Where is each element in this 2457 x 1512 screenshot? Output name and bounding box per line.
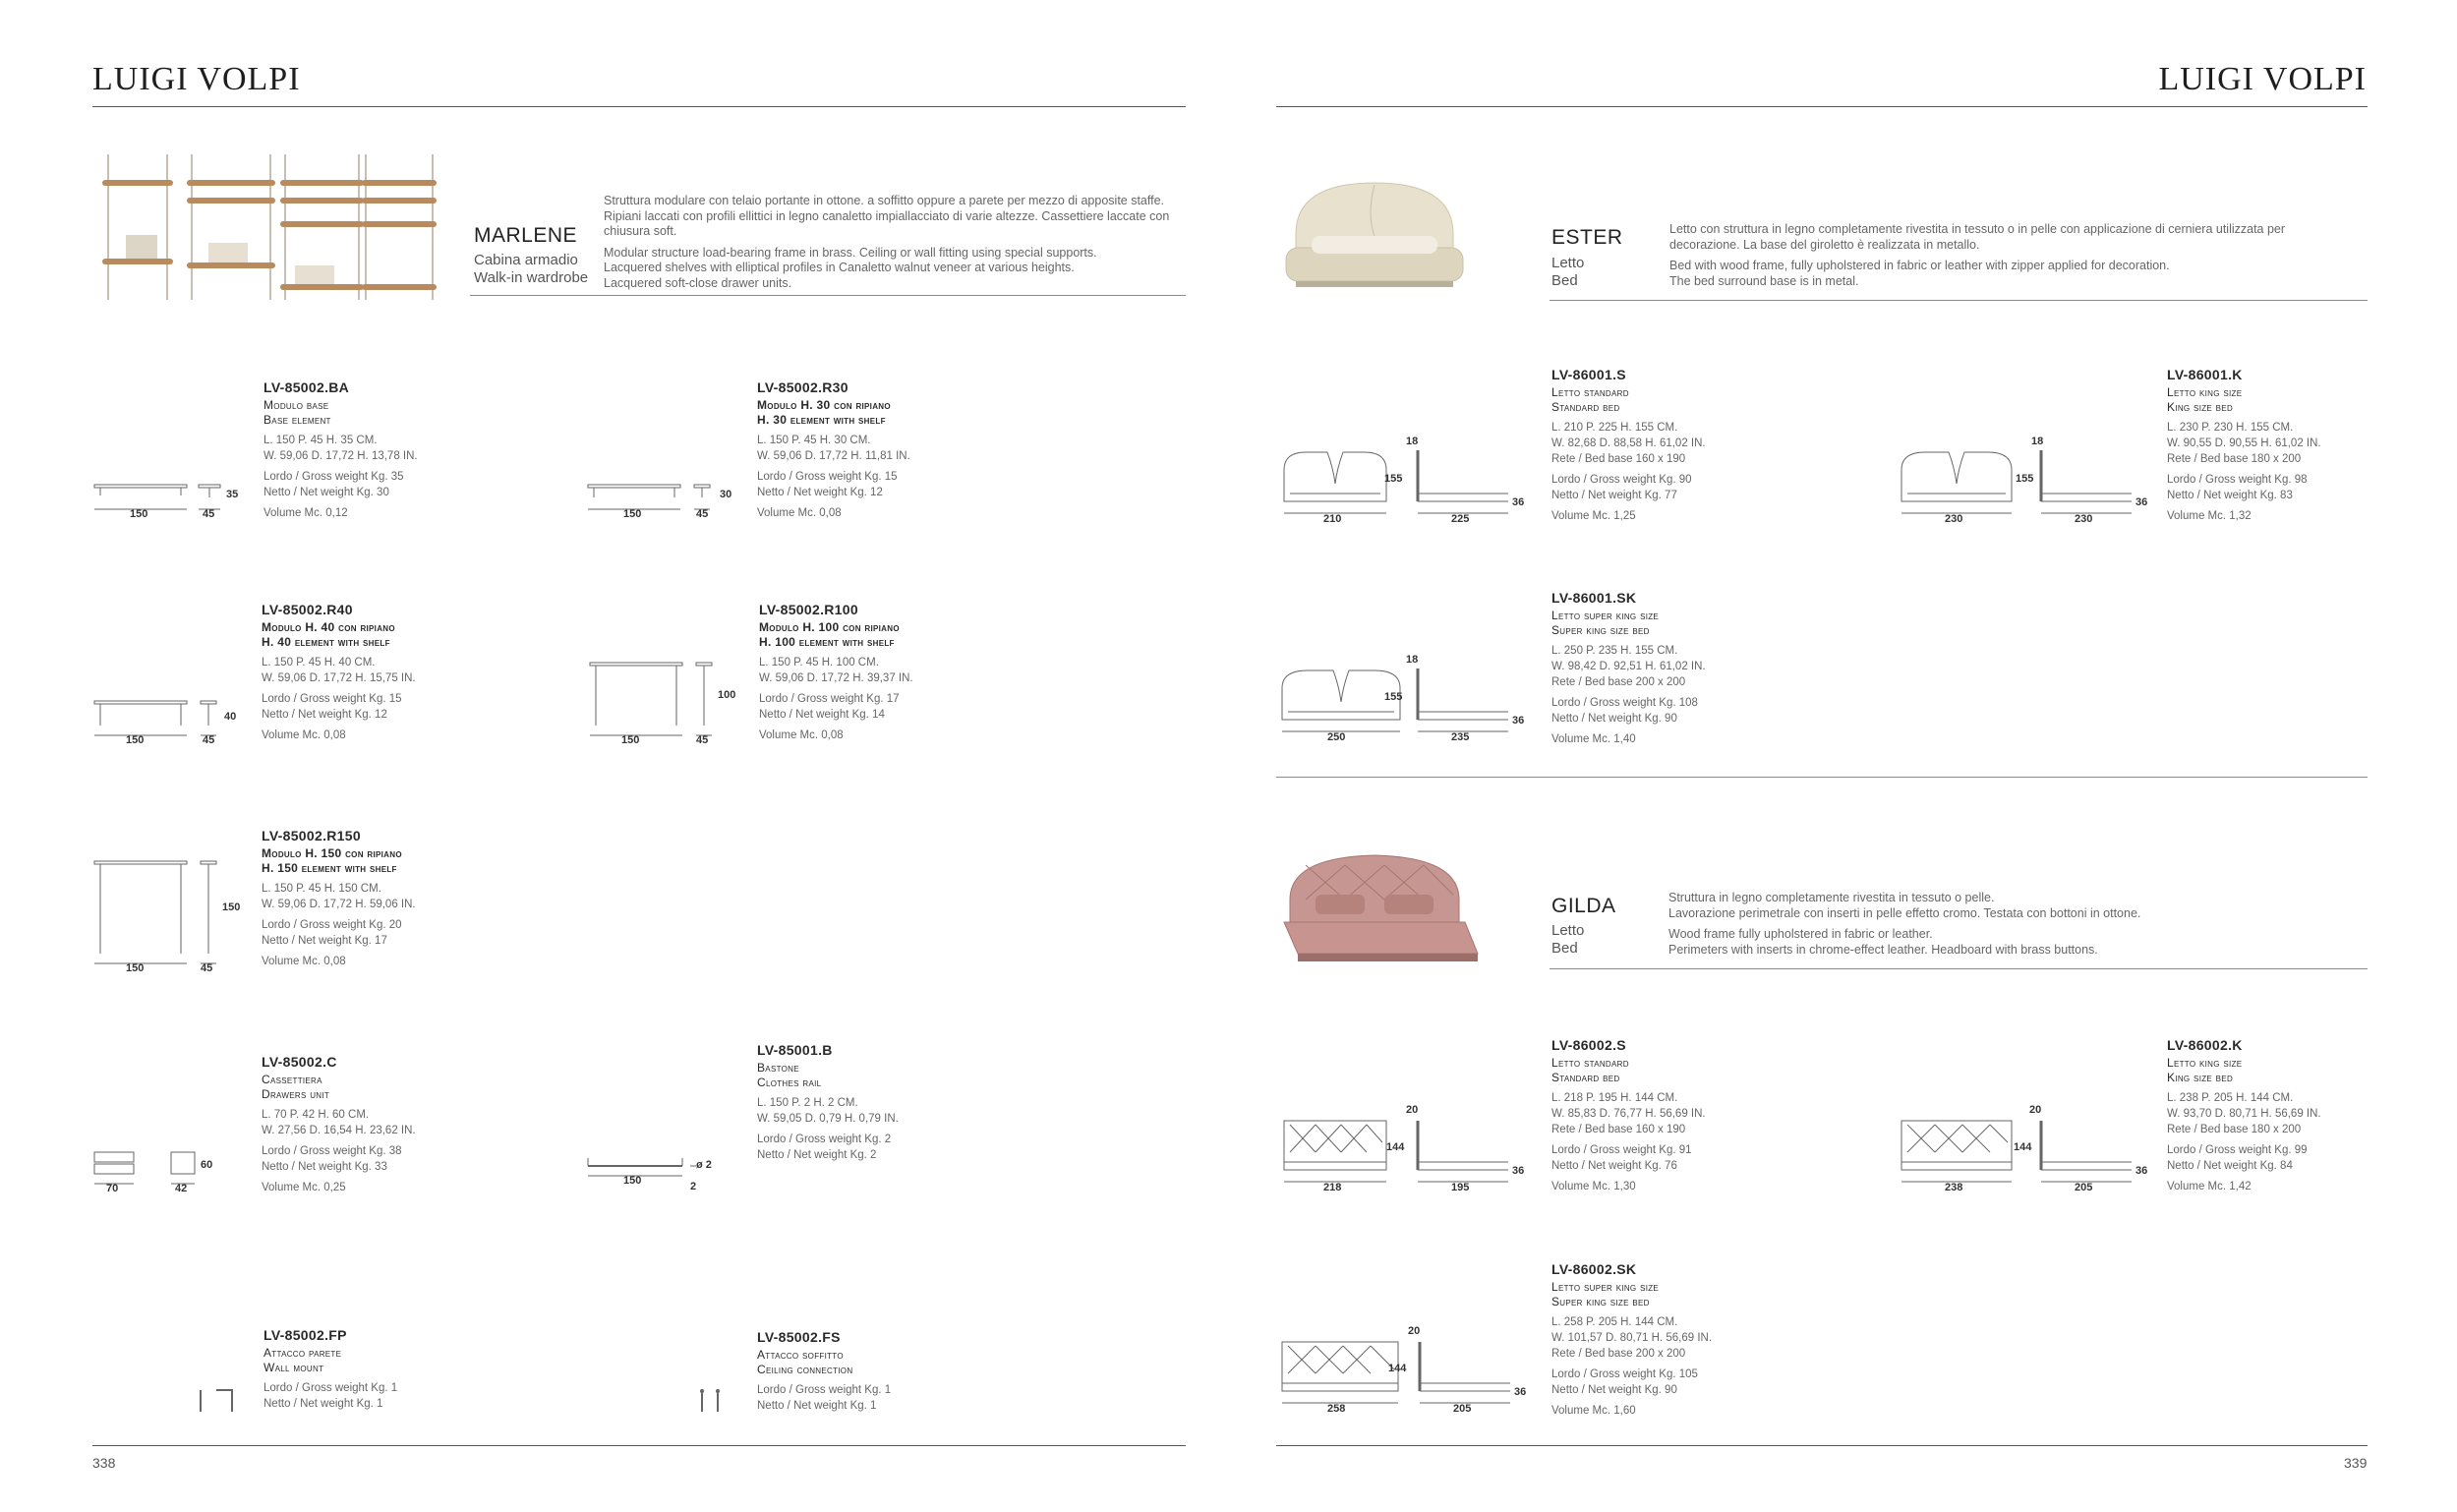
drawing-g-sk (1276, 1322, 1542, 1421)
card-r30 (757, 379, 910, 521)
card-g-sk-it: Letto super king size (1551, 1280, 1660, 1294)
card-fs-it: Attacco soffitto (757, 1348, 844, 1362)
dim-g-sk-h: 144 (1388, 1363, 1407, 1374)
marlene-rule (470, 295, 1186, 296)
card-e-k-dims-in: W. 90,55 D. 90,55 H. 61,02 IN. (2167, 437, 2321, 449)
drawing-g-k (1896, 1101, 2161, 1199)
card-r100-vol: Volume Mc. 0,08 (759, 729, 844, 741)
gilda-sub-it: Letto (1551, 922, 1585, 939)
card-e-sk-vol: Volume Mc. 1,40 (1551, 733, 1636, 745)
card-g-k-code: LV-86002.K (2167, 1037, 2243, 1053)
card-ba-vol: Volume Mc. 0,12 (263, 507, 348, 519)
card-e-s-base: Rete / Bed base 160 x 190 (1551, 453, 1686, 465)
card-ba-en: Base element (263, 413, 331, 427)
ester-desc-en-2: The bed surround base is in metal. (1669, 273, 1859, 288)
card-ba-gross: Lordo / Gross weight Kg. 35 (263, 471, 404, 483)
card-g-s-it: Letto standard (1551, 1056, 1629, 1070)
dim-g-sk-b: 36 (1514, 1386, 1527, 1398)
dim-g-sk-w: 258 (1327, 1403, 1346, 1415)
dim-e-k-w: 230 (1945, 513, 1963, 525)
dim-c-w: 70 (106, 1183, 119, 1194)
drawing-e-s (1276, 433, 1542, 531)
card-r40-it: Modulo H. 40 con ripiano (262, 620, 395, 634)
card-c-code: LV-85002.C (262, 1054, 337, 1070)
card-e-sk-gross: Lordo / Gross weight Kg. 108 (1551, 697, 1698, 709)
marlene-product-image (98, 152, 438, 305)
card-g-sk-code: LV-86002.SK (1551, 1261, 1637, 1277)
dim-r30-w: 150 (623, 508, 642, 520)
dim-r30-d: 45 (696, 508, 709, 520)
dim-e-sk-b: 36 (1512, 715, 1525, 727)
drawing-r40 (92, 698, 250, 747)
card-r100-en: H. 100 element with shelf (759, 635, 895, 649)
card-g-s-code: LV-86002.S (1551, 1037, 1626, 1053)
ester-rule (1550, 300, 2368, 301)
dim-e-sk-t: 18 (1406, 654, 1419, 666)
card-e-sk-it: Letto super king size (1551, 609, 1660, 622)
dim-g-s-t: 20 (1406, 1104, 1419, 1116)
dim-e-sk-h: 155 (1384, 691, 1403, 703)
card-g-sk-base: Rete / Bed base 200 x 200 (1551, 1348, 1686, 1360)
card-b (757, 1042, 899, 1163)
card-fp-net: Netto / Net weight Kg. 1 (263, 1398, 383, 1410)
card-r30-vol: Volume Mc. 0,08 (757, 507, 842, 519)
gilda-product-image (1276, 845, 1483, 968)
card-r30-gross: Lordo / Gross weight Kg. 15 (757, 471, 898, 483)
drawing-r150 (92, 855, 250, 973)
card-c-gross: Lordo / Gross weight Kg. 38 (262, 1145, 402, 1157)
card-g-sk-en: Super king size bed (1551, 1295, 1650, 1308)
card-e-sk-dims: L. 250 P. 235 H. 155 CM. (1551, 645, 1678, 657)
card-e-k-it: Letto king size (2167, 385, 2243, 399)
marlene-description (604, 194, 1174, 291)
card-g-sk (1551, 1261, 1712, 1419)
card-c-dims-in: W. 27,56 D. 16,54 H. 23,62 IN. (262, 1125, 416, 1136)
gilda-desc-it-1: Struttura in legno completamente rivestita in tessuto o pelle. (1668, 891, 1995, 904)
drawing-e-sk (1276, 651, 1542, 749)
card-e-sk-en: Super king size bed (1551, 623, 1650, 637)
page-number-right: 339 (2344, 1455, 2368, 1471)
card-r150-vol: Volume Mc. 0,08 (262, 956, 346, 967)
card-fp-code: LV-85002.FP (263, 1327, 347, 1343)
card-r100-dims-in: W. 59,06 D. 17,72 H. 39,37 IN. (759, 672, 913, 684)
card-g-sk-net: Netto / Net weight Kg. 90 (1551, 1384, 1677, 1396)
card-c-it: Cassettiera (262, 1073, 322, 1086)
ester-sub-en: Bed (1551, 272, 1578, 289)
dim-r100-d: 45 (696, 734, 709, 746)
card-e-s-gross: Lordo / Gross weight Kg. 90 (1551, 474, 1692, 486)
card-r40 (262, 602, 416, 743)
ester-product-image (1276, 175, 1473, 303)
card-g-s-gross: Lordo / Gross weight Kg. 91 (1551, 1144, 1692, 1156)
drawing-e-k (1896, 433, 2161, 531)
card-ba-net: Netto / Net weight Kg. 30 (263, 487, 389, 498)
card-fs (757, 1329, 891, 1414)
gilda-desc-it-2: Lavorazione perimetrale con inserti in pelle effetto cromo. Testata con bottoni in ottone. (1668, 905, 2141, 920)
ester-description (1669, 222, 2358, 289)
card-r100-dims: L. 150 P. 45 H. 100 CM. (759, 657, 879, 669)
dim-g-k-w: 238 (1945, 1182, 1963, 1193)
card-r150-it: Modulo H. 150 con ripiano (262, 846, 402, 860)
section-divider-right (1276, 777, 2368, 778)
dim-g-s-b: 36 (1512, 1165, 1525, 1177)
marlene-sub (474, 252, 588, 287)
ester-name: ESTER (1551, 226, 1623, 249)
card-c-dims: L. 70 P. 42 H. 60 CM. (262, 1109, 370, 1121)
card-g-sk-vol: Volume Mc. 1,60 (1551, 1405, 1636, 1417)
ester-desc-it: Letto con struttura in legno completamente rivestita in tessuto o in pelle con applicazione di cerniera utilizzata per decorazione. La base del giroletto è realizzata in metallo. (1669, 222, 2286, 252)
drawing-fp (197, 1386, 246, 1416)
dim-b-d: 2 (690, 1181, 697, 1192)
card-fp-en: Wall mount (263, 1361, 324, 1374)
card-r30-it: Modulo H. 30 con ripiano (757, 398, 891, 412)
card-r150-net: Netto / Net weight Kg. 17 (262, 935, 387, 947)
dim-g-sk-t: 20 (1408, 1325, 1421, 1337)
card-r150-dims-in: W. 59,06 D. 17,72 H. 59,06 IN. (262, 899, 416, 910)
card-b-dims: L. 150 P. 2 H. 2 CM. (757, 1097, 858, 1109)
marlene-desc-en-3: Lacquered soft-close drawer units. (604, 275, 792, 290)
marlene-sub-it: Cabina armadio (474, 252, 578, 268)
dim-r150-d: 45 (201, 962, 213, 974)
card-r100-gross: Lordo / Gross weight Kg. 17 (759, 693, 900, 705)
card-e-s-it: Letto standard (1551, 385, 1629, 399)
card-r30-dims: L. 150 P. 45 H. 30 CM. (757, 435, 871, 446)
card-ba-dims: L. 150 P. 45 H. 35 CM. (263, 435, 378, 446)
card-g-k (2167, 1037, 2321, 1194)
dim-g-s-w: 218 (1323, 1182, 1342, 1193)
card-g-sk-dims: L. 258 P. 205 H. 144 CM. (1551, 1316, 1678, 1328)
dim-ba-h: 35 (226, 489, 239, 500)
gilda-sub (1551, 922, 1584, 958)
card-ba-dims-in: W. 59,06 D. 17,72 H. 13,78 IN. (263, 450, 418, 462)
marlene-desc-en-1: Modular structure load-bearing frame in brass. Ceiling or wall fitting using special supports. (604, 245, 1097, 260)
card-fs-code: LV-85002.FS (757, 1329, 841, 1345)
card-r30-net: Netto / Net weight Kg. 12 (757, 487, 883, 498)
card-e-sk-base: Rete / Bed base 200 x 200 (1551, 676, 1686, 688)
dim-e-k-t: 18 (2031, 436, 2044, 447)
card-g-sk-dims-in: W. 101,57 D. 80,71 H. 56,69 IN. (1551, 1332, 1713, 1344)
gilda-sub-en: Bed (1551, 940, 1578, 957)
brand-logo-right: LUIGI VOLPI (2158, 61, 2367, 97)
card-fp (263, 1327, 397, 1412)
gilda-description (1668, 891, 2357, 958)
dim-r150-h: 150 (222, 901, 241, 913)
card-e-k-dims: L. 230 P. 230 H. 155 CM. (2167, 422, 2294, 434)
card-r150-en: H. 150 element with shelf (262, 861, 397, 875)
card-c-en: Drawers unit (262, 1087, 330, 1101)
card-fp-gross: Lordo / Gross weight Kg. 1 (263, 1382, 398, 1394)
card-g-k-gross: Lordo / Gross weight Kg. 99 (2167, 1144, 2308, 1156)
dim-g-k-h: 144 (2014, 1141, 2032, 1153)
marlene-desc-it: Struttura modulare con telaio portante in ottone. a soffitto oppure a parete per mezzo di apposite staffe. Ripiani laccati con profili ellittici in legno canaletto impiallacciato di varie altezze. Cassettiere laccate con chiusura soft. (604, 194, 1170, 238)
dim-e-s-t: 18 (1406, 436, 1419, 447)
ester-sub-it: Letto (1551, 255, 1585, 271)
brand-logo-left: LUIGI VOLPI (92, 61, 301, 97)
card-e-sk-dims-in: W. 98,42 D. 92,51 H. 61,02 IN. (1551, 661, 1706, 672)
dim-r150-w: 150 (126, 962, 145, 974)
dim-e-sk-w: 250 (1327, 731, 1346, 743)
card-c-net: Netto / Net weight Kg. 33 (262, 1161, 387, 1173)
card-e-s-code: LV-86001.S (1551, 367, 1626, 382)
card-r40-net: Netto / Net weight Kg. 12 (262, 709, 387, 721)
dim-e-sk-d: 235 (1451, 731, 1470, 743)
card-r150-dims: L. 150 P. 45 H. 150 CM. (262, 883, 381, 895)
card-e-k-base: Rete / Bed base 180 x 200 (2167, 453, 2302, 465)
dim-e-s-w: 210 (1323, 513, 1342, 525)
dim-r40-d: 45 (203, 734, 215, 746)
ester-desc-en-1: Bed with wood frame, fully upholstered in fabric or leather with zipper applied for decoration. (1669, 259, 2170, 272)
dim-r30-h: 30 (720, 489, 732, 500)
card-g-k-dims-in: W. 93,70 D. 80,71 H. 56,69 IN. (2167, 1108, 2321, 1120)
header-rule-left (92, 106, 1186, 107)
dim-g-s-d: 195 (1451, 1182, 1470, 1193)
card-r150-code: LV-85002.R150 (262, 828, 361, 843)
card-e-s-dims: L. 210 P. 225 H. 155 CM. (1551, 422, 1678, 434)
card-r150 (262, 828, 416, 969)
marlene-desc-en-2: Lacquered shelves with elliptical profiles in Canaletto walnut veneer at various heights. (604, 261, 1075, 274)
card-r30-code: LV-85002.R30 (757, 379, 848, 395)
dim-g-s-h: 144 (1386, 1141, 1405, 1153)
card-e-s-en: Standard bed (1551, 400, 1620, 414)
marlene-name: MARLENE (474, 224, 578, 247)
dim-ba-d: 45 (203, 508, 215, 520)
card-r100-net: Netto / Net weight Kg. 14 (759, 709, 885, 721)
card-e-k-vol: Volume Mc. 1,32 (2167, 510, 2252, 522)
card-e-k (2167, 367, 2321, 524)
card-g-sk-gross: Lordo / Gross weight Kg. 105 (1551, 1368, 1698, 1380)
card-g-k-it: Letto king size (2167, 1056, 2243, 1070)
drawing-r100 (588, 657, 745, 745)
card-e-k-net: Netto / Net weight Kg. 83 (2167, 490, 2293, 501)
gilda-name: GILDA (1551, 895, 1616, 917)
dim-g-k-t: 20 (2029, 1104, 2042, 1116)
card-e-s (1551, 367, 1706, 524)
dim-e-s-h: 155 (1384, 473, 1403, 485)
card-g-s-vol: Volume Mc. 1,30 (1551, 1181, 1636, 1192)
card-g-k-en: King size bed (2167, 1071, 2234, 1084)
card-e-s-vol: Volume Mc. 1,25 (1551, 510, 1636, 522)
dim-g-sk-d: 205 (1453, 1403, 1472, 1415)
card-g-s (1551, 1037, 1706, 1194)
card-g-s-net: Netto / Net weight Kg. 76 (1551, 1160, 1677, 1172)
card-r30-en: H. 30 element with shelf (757, 413, 886, 427)
dim-r40-w: 150 (126, 734, 145, 746)
card-g-s-en: Standard bed (1551, 1071, 1620, 1084)
dim-r100-h: 100 (718, 689, 736, 701)
card-fs-gross: Lordo / Gross weight Kg. 1 (757, 1384, 892, 1396)
card-r40-dims-in: W. 59,06 D. 17,72 H. 15,75 IN. (262, 672, 416, 684)
card-g-k-net: Netto / Net weight Kg. 84 (2167, 1160, 2293, 1172)
marlene-sub-en: Walk-in wardrobe (474, 269, 589, 286)
card-g-k-base: Rete / Bed base 180 x 200 (2167, 1124, 2302, 1135)
footer-rule-right (1276, 1445, 2368, 1446)
card-ba (263, 379, 418, 521)
card-r30-dims-in: W. 59,06 D. 17,72 H. 11,81 IN. (757, 450, 910, 462)
card-e-sk (1551, 590, 1706, 747)
card-e-k-en: King size bed (2167, 400, 2234, 414)
card-g-k-vol: Volume Mc. 1,42 (2167, 1181, 2252, 1192)
card-r100 (759, 602, 913, 743)
gilda-desc-en-2: Perimeters with inserts in chrome-effect leather. Headboard with brass buttons. (1668, 942, 2098, 957)
card-g-k-dims: L. 238 P. 205 H. 144 CM. (2167, 1092, 2294, 1104)
card-fs-net: Netto / Net weight Kg. 1 (757, 1400, 877, 1412)
card-g-s-dims-in: W. 85,83 D. 76,77 H. 56,69 IN. (1551, 1108, 1706, 1120)
card-b-en: Clothes rail (757, 1076, 822, 1089)
card-b-gross: Lordo / Gross weight Kg. 2 (757, 1134, 892, 1145)
card-b-it: Bastone (757, 1061, 799, 1075)
card-r40-en: H. 40 element with shelf (262, 635, 390, 649)
card-r100-code: LV-85002.R100 (759, 602, 858, 617)
card-c (262, 1054, 416, 1195)
dim-r40-h: 40 (224, 711, 237, 723)
card-g-s-base: Rete / Bed base 160 x 190 (1551, 1124, 1686, 1135)
dim-b-h: ø 2 (696, 1159, 712, 1171)
card-r40-dims: L. 150 P. 45 H. 40 CM. (262, 657, 376, 669)
gilda-rule (1550, 968, 2368, 969)
ester-sub (1551, 255, 1584, 290)
card-fs-en: Ceiling connection (757, 1363, 853, 1376)
card-r150-gross: Lordo / Gross weight Kg. 20 (262, 919, 402, 931)
page-number-left: 338 (92, 1455, 116, 1471)
dim-e-s-d: 225 (1451, 513, 1470, 525)
card-r40-vol: Volume Mc. 0,08 (262, 729, 346, 741)
drawing-c (92, 1148, 250, 1197)
dim-c-d: 42 (175, 1183, 188, 1194)
card-r100-it: Modulo H. 100 con ripiano (759, 620, 900, 634)
dim-g-k-b: 36 (2135, 1165, 2148, 1177)
card-ba-it: Modulo base (263, 398, 329, 412)
card-e-k-gross: Lordo / Gross weight Kg. 98 (2167, 474, 2308, 486)
card-b-dims-in: W. 59,05 D. 0,79 H. 0,79 IN. (757, 1113, 899, 1125)
dim-b-w: 150 (623, 1175, 642, 1187)
drawing-g-s (1276, 1101, 1542, 1199)
card-e-s-net: Netto / Net weight Kg. 77 (1551, 490, 1677, 501)
drawing-b (586, 1154, 724, 1197)
card-e-sk-net: Netto / Net weight Kg. 90 (1551, 713, 1677, 725)
dim-g-k-d: 205 (2075, 1182, 2093, 1193)
dim-ba-w: 150 (130, 508, 148, 520)
dim-e-k-d: 230 (2075, 513, 2093, 525)
drawing-fs (696, 1386, 735, 1416)
card-r40-code: LV-85002.R40 (262, 602, 353, 617)
card-g-s-dims: L. 218 P. 195 H. 144 CM. (1551, 1092, 1678, 1104)
card-e-k-code: LV-86001.K (2167, 367, 2243, 382)
footer-rule-left (92, 1445, 1186, 1446)
dim-e-s-b: 36 (1512, 496, 1525, 508)
card-c-vol: Volume Mc. 0,25 (262, 1182, 346, 1193)
header-rule-right (1276, 106, 2368, 107)
drawing-ba (92, 480, 250, 529)
dim-e-k-h: 155 (2016, 473, 2034, 485)
card-b-code: LV-85001.B (757, 1042, 833, 1058)
card-ba-code: LV-85002.BA (263, 379, 350, 395)
dim-e-k-b: 36 (2135, 496, 2148, 508)
gilda-desc-en-1: Wood frame fully upholstered in fabric or leather. (1668, 927, 1933, 941)
dim-c-h: 60 (201, 1159, 213, 1171)
card-e-sk-code: LV-86001.SK (1551, 590, 1637, 606)
card-r40-gross: Lordo / Gross weight Kg. 15 (262, 693, 402, 705)
drawing-r30 (586, 482, 743, 531)
card-fp-it: Attacco parete (263, 1346, 342, 1360)
dim-r100-w: 150 (621, 734, 640, 746)
card-b-net: Netto / Net weight Kg. 2 (757, 1149, 877, 1161)
card-e-s-dims-in: W. 82,68 D. 88,58 H. 61,02 IN. (1551, 437, 1706, 449)
